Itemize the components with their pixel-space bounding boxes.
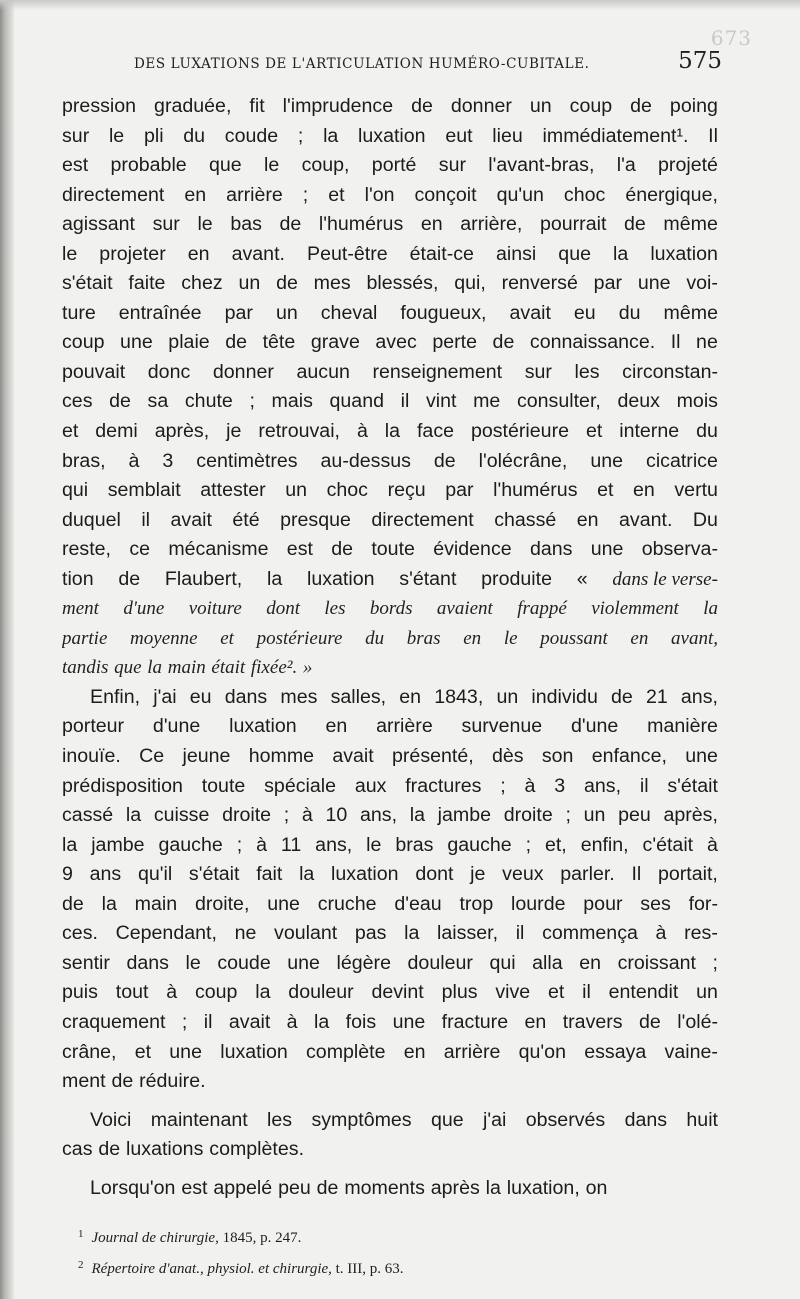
text-line: duquel il avait été presque directement chassé en avant. Du (62, 508, 718, 531)
text-line: ture entraînée par un cheval fougueux, avait eu du même (62, 301, 718, 324)
text-line: est probable que le coup, porté sur l'avant-bras, l'a projeté (62, 154, 718, 177)
footnote-ref: t. III, p. 63. (331, 1261, 404, 1277)
footnote-2 (78, 1252, 638, 1283)
top-edge-shadow (0, 0, 800, 10)
body-text (62, 92, 718, 1203)
text-line: pression graduée, fit l'imprudence de donner un coup de poing (62, 95, 718, 117)
text-line: directement en arrière ; et l'on conçoit qu'un choc énergique, (62, 183, 718, 206)
page-number: 575 (678, 48, 722, 74)
text-line: puis tout à coup la douleur devint plus vive et il entendit un (62, 981, 718, 1004)
footnote-number: 1 (78, 1228, 84, 1240)
text-line: coup une plaie de tête grave avec perte de connaissance. Il ne (62, 331, 718, 354)
text-line: cassé la cuisse droite ; à 10 ans, la jambe droite ; un peu après, (62, 804, 718, 827)
text-line: ces de sa chute ; mais quand il vint me consulter, deux mois (62, 390, 718, 413)
text-line: crâne, et une luxation complète en arrière qu'on essaya vaine- (62, 1040, 718, 1063)
footnotes (78, 1221, 638, 1283)
footnote-source: Répertoire d'anat., physiol. et chirurgie, (91, 1261, 332, 1277)
text-line: prédisposition toute spéciale aux fractures ; à 3 ans, il s'était (62, 774, 718, 797)
text-line: ces. Cependant, ne voulant pas la laisser, il commença à res- (62, 922, 718, 945)
text-line: porteur d'une luxation en arrière survenue d'une manière (62, 715, 718, 738)
text-line: Voici maintenant les symptômes que j'ai observés dans huit (90, 1108, 718, 1131)
footnote-ref: 1845, p. 247. (218, 1230, 302, 1246)
text-line: Lorsqu'on est appelé peu de moments après la luxation, on (90, 1176, 608, 1199)
text-line: sentir dans le coude une légère douleur qui alla en croissant ; (62, 951, 718, 974)
text-line: tion de Flaubert, la luxation s'étant produite « dans le verse- (62, 565, 718, 595)
text-line: craquement ; il avait à la fois une fracture en travers de l'olé- (62, 1010, 718, 1033)
text-line: tandis que la main était fixée². » (62, 657, 313, 679)
text-line: partie moyenne et postérieure du bras en le poussant en avant, (62, 627, 718, 649)
running-head: DES LUXATIONS DE L'ARTICULATION HUMÉRO-CUBITALE. (134, 56, 590, 72)
footnote-1 (78, 1221, 638, 1252)
text-line: pouvait donc donner aucun renseignement sur les circonstan- (62, 360, 718, 383)
text-line: inouïe. Ce jeune homme avait présenté, dès son enfance, une (62, 745, 718, 768)
page-header (106, 48, 722, 80)
text-line: le projeter en avant. Peut-être était-ce ainsi que la luxation (62, 242, 718, 265)
footnote-source: Journal de chirurgie, (91, 1230, 219, 1246)
text-line: s'était faite chez un de mes blessés, qui, renversé par une voi- (62, 272, 718, 295)
inline-italic-quote: dans le verse- (612, 568, 718, 590)
text-line: ment de réduire. (62, 1070, 206, 1093)
text-line: Enfin, j'ai eu dans mes salles, en 1843, un individu de 21 ans, (90, 685, 718, 708)
text-line: reste, ce mécanisme est de toute évidence dans une observa- (62, 538, 718, 561)
text-line: et demi après, je retrouvai, à la face postérieure et interne du (62, 420, 718, 443)
binding-shadow (0, 0, 14, 1299)
text-line: agissant sur le bas de l'humérus en arrière, pourrait de même (62, 213, 718, 236)
corner-page-mark: 673 (710, 26, 752, 50)
text-line: bras, à 3 centimètres au-dessus de l'olécrâne, une cicatrice (62, 449, 718, 472)
text-line: cas de luxations complètes. (62, 1138, 305, 1161)
footnote-number: 2 (78, 1259, 84, 1271)
text-line: 9 ans qu'il s'était fait la luxation dont je veux parler. Il portait, (62, 863, 718, 886)
text-line: de la main droite, une cruche d'eau trop lourde pour ses for- (62, 892, 718, 915)
text-line: qui semblait attester un choc reçu par l'humérus et en vertu (62, 479, 718, 502)
text-line: la jambe gauche ; à 11 ans, le bras gauche ; et, enfin, c'était à (62, 833, 718, 856)
text-line: sur le pli du coude ; la luxation eut lieu immédiatement¹. Il (62, 124, 718, 147)
text-line: ment d'une voiture dont les bords avaient frappé violemment la (62, 598, 718, 620)
